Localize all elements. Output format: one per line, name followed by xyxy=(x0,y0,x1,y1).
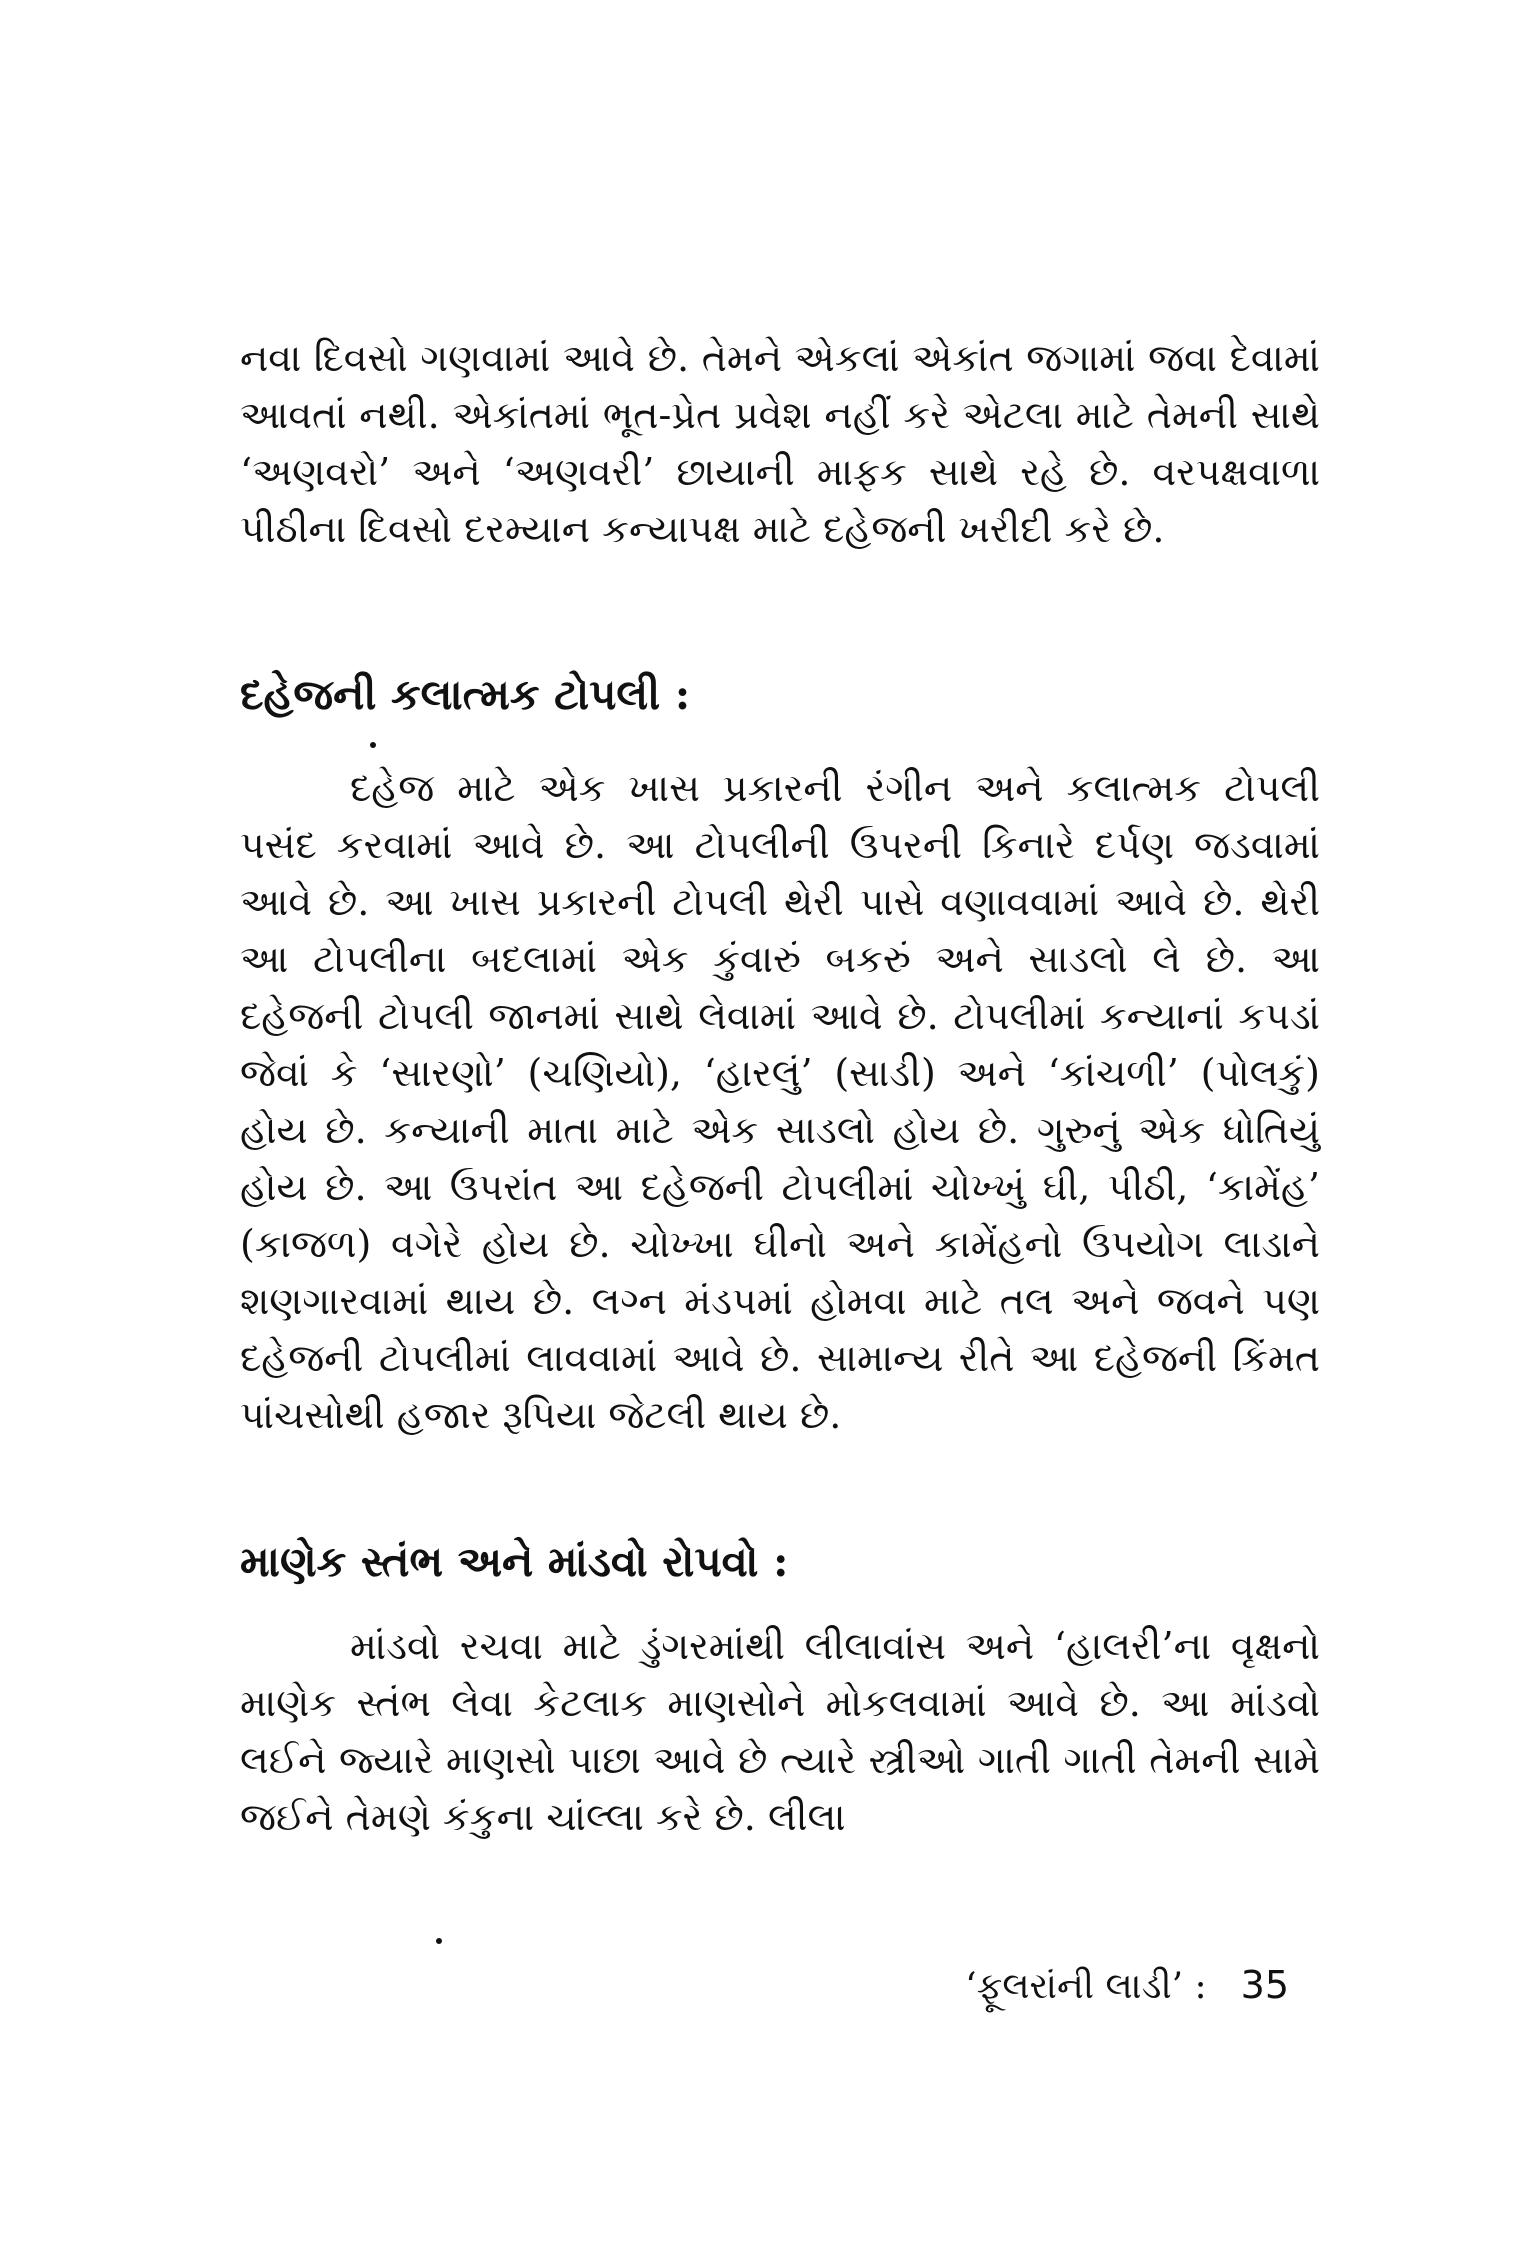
section-heading-dowry-basket: દહેજની કલાત્મક ટોપલી : xyxy=(240,670,691,719)
section-heading-manek-stambh: માણેક સ્તંભ અને માંડવો રોપવો : xyxy=(240,1537,789,1586)
print-speck xyxy=(370,742,376,748)
page-number: 35 xyxy=(1240,1963,1289,2007)
paragraph-2: દહેજ માટે એક ખાસ પ્રકારની રંગીન અને કલાત્મક ટોપલી પસંદ કરવામાં આવે છે. આ ટોપલીની ઉપરની કિનારે દર્પણ જડવામાં આવે છે. આ ખાસ પ્રકારની ટોપલી થેરી પાસે વણાવવામાં આવે છે. થેરી આ ટોપલીના બદલામાં એક કુંવારું બકરું અને સાડલો લે છે. આ દહેજની ટોપલી જાનમાં સાથે લેવામાં આવે છે. ટોપલીમાં કન્યાનાં કપડાં જેવાં કે ‘સારણો’ (ચણિયો), ‘હારલું’ (સાડી) અને ‘કાંચળી’ (પોલકું) હોય છે. કન્યાની માતા માટે એક સાડલો હોય છે. ગુરુનું એક ધોતિયું હોય છે. આ ઉપરાંત આ દહેજની ટોપલીમાં ચોખ્ખું ઘી, પીઠી, ‘કામેંહ’ (કાજળ) વગેરે હોય છે. ચોખ્ખા ઘીનો અને કામેંહનો ઉપયોગ લાડાને શણગારવામાં થાય છે. લગ્ન મંડપમાં હોમવા માટે તલ અને જવને પણ દહેજની ટોપલીમાં લાવવામાં આવે છે. સામાન્ય રીતે આ દહેજની કિંમત પાંચસોથી હજાર રૂપિયા જેટલી થાય છે. xyxy=(240,766,1320,1437)
page-footer xyxy=(965,1960,1289,2012)
running-title: ‘ફૂલરાંની લાડી’ : xyxy=(965,1966,1207,2007)
print-speck xyxy=(436,1938,442,1944)
paragraph-3: માંડવો રચવા માટે ડુંગરમાંથી લીલાવાંસ અને ‘હાલરી’ના વૃક્ષનો માણેક સ્તંભ લેવા કેટલાક માણસોને મોકલવામાં આવે છે. આ માંડવો લઈને જ્યારે માણસો પાછા આવે છે ત્યારે સ્ત્રીઓ ગાતી ગાતી તેમની સામે જઈને તેમણે કંકુના ચાંલ્લા કરે છે. લીલા xyxy=(240,1624,1320,1839)
paragraph-1: નવા દિવસો ગણવામાં આવે છે. તેમને એકલાં એકાંત જગામાં જવા દેવામાં આવતાં નથી. એકાંતમાં ભૂત-પ્રેત પ્રવેશ નહીં કરે એટલા માટે તેમની સાથે ‘અણવરો’ અને ‘અણવરી’ છાયાની માફક સાથે રહે છે. વરપક્ષવાળા પીઠીના દિવસો દરમ્યાન કન્યાપક્ષ માટે દહેજની ખરીદી કરે છે. xyxy=(240,336,1320,551)
